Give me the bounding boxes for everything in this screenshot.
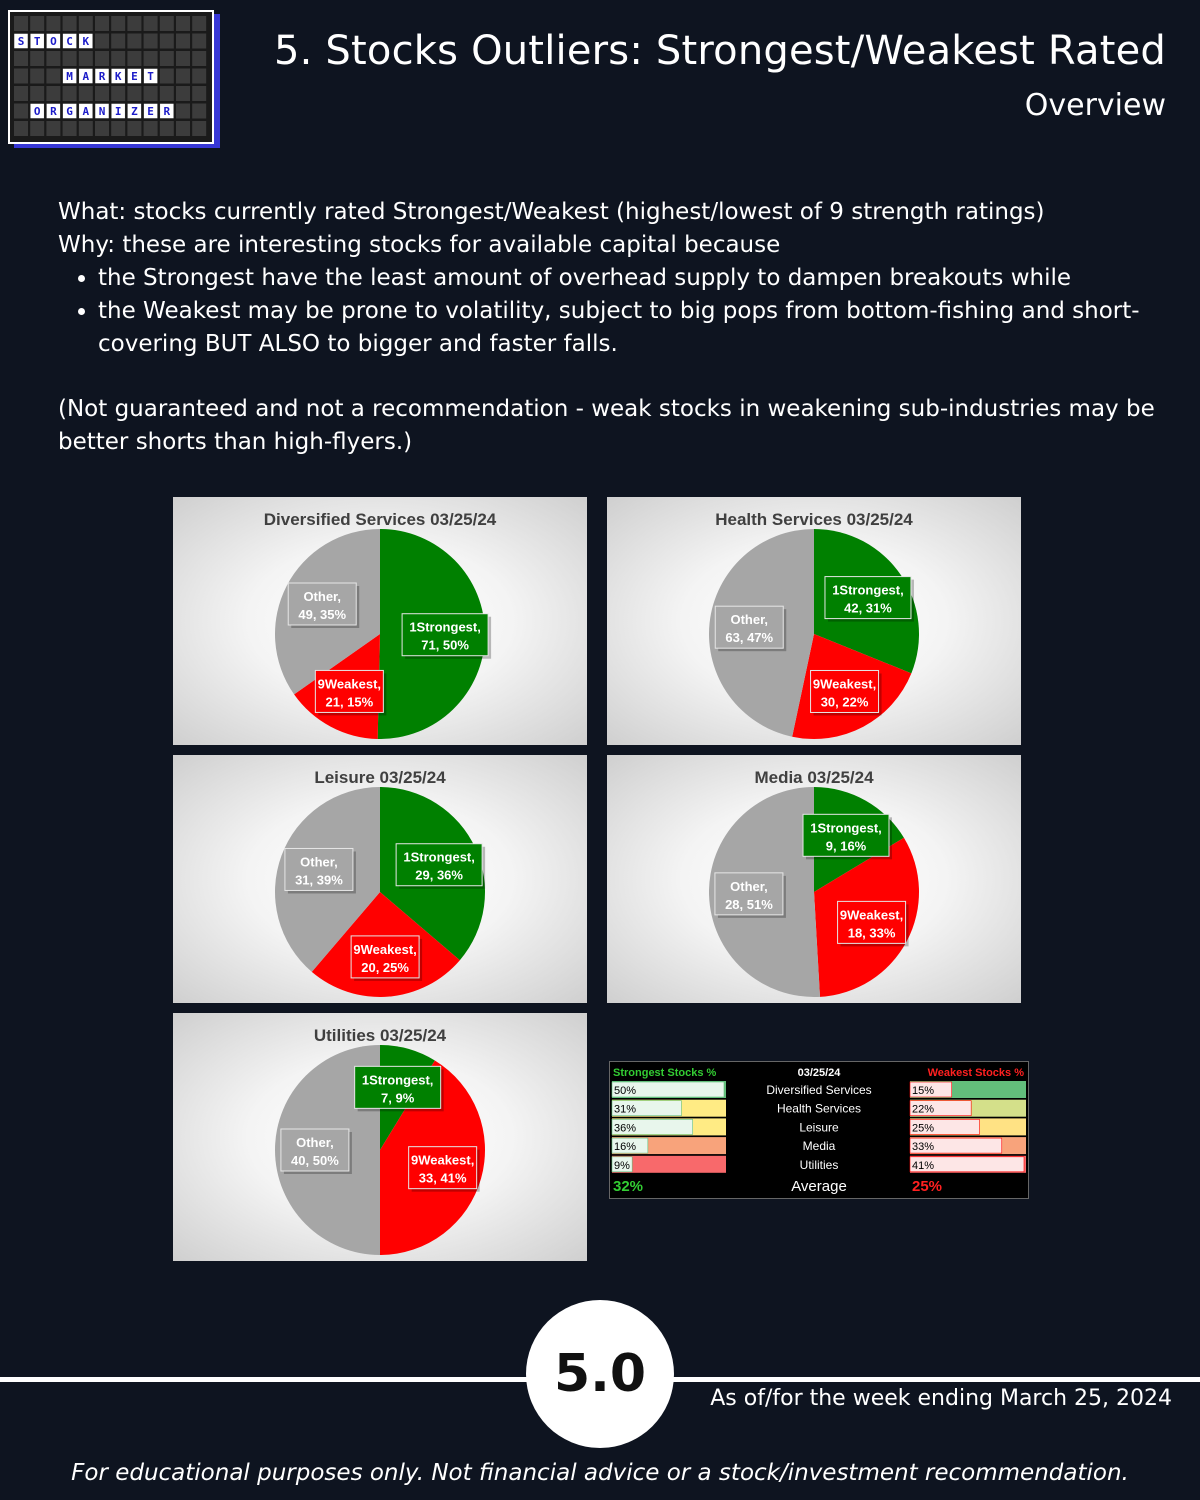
logo-letter: I [114,105,122,118]
pie-chart-leisure [173,755,587,1003]
svg-text:Health Services: Health Services [776,1101,862,1116]
data-label-weakest [838,901,909,946]
logo-letter: R [98,70,106,83]
svg-text:31%: 31% [614,1103,637,1116]
svg-text:21, 15%: 21, 15% [325,694,374,710]
svg-text:49, 35%: 49, 35% [298,606,347,622]
stock-market-organizer-logo [8,10,214,144]
svg-text:25%: 25% [912,1122,935,1135]
table-row [612,1100,1026,1117]
svg-text:20, 25%: 20, 25% [361,959,409,975]
table-header-weakest: Weakest Stocks % [927,1067,1024,1079]
pie-chart-utilities [173,1013,587,1261]
table-row [612,1081,1026,1098]
data-label-strongest [402,614,491,659]
svg-text:63, 47%: 63, 47% [725,630,774,646]
logo-letter: O [33,105,41,118]
pie-chart-media [607,755,1021,1003]
table-row [612,1137,1026,1154]
svg-text:1Strongest,: 1Strongest, [810,820,882,836]
logo-letter: T [147,70,154,83]
data-label-weakest [409,1147,480,1192]
average-label: Average [791,1178,847,1195]
svg-text:1Strongest,: 1Strongest, [409,619,481,635]
intro-note: (Not guaranteed and not a recommendation - weak stocks in weakening sub-industries may be better shorts than high-flyers.) [58,396,1155,455]
svg-text:42, 31%: 42, 31% [844,600,892,616]
svg-text:9Weakest,: 9Weakest, [839,907,904,923]
logo-letter: A [82,105,90,118]
svg-text:28, 51%: 28, 51% [725,896,773,912]
svg-text:36%: 36% [614,1122,637,1135]
intro-bullet: • the Strongest have the least amount of overhead supply to dampen breakouts while [98,262,1168,295]
svg-text:Leisure: Leisure [799,1120,839,1135]
svg-text:Utilities: Utilities [799,1157,839,1172]
svg-text:Media: Media [802,1139,836,1154]
svg-text:1Strongest,: 1Strongest, [403,849,475,865]
svg-text:9Weakest,: 9Weakest, [353,941,417,957]
logo-letter: O [50,35,57,48]
data-label-weakest [811,670,882,715]
page-title: 5. Stocks Outliers: Strongest/Weakest Rated [273,28,1166,74]
data-label-strongest [355,1066,444,1111]
average-strongest: 32% [613,1178,644,1195]
data-label-strongest [825,577,914,622]
svg-text:15%: 15% [912,1085,935,1097]
svg-text:22%: 22% [912,1103,935,1116]
svg-text:Other,: Other, [730,878,768,894]
chart-title: Utilities 03/25/24 [313,1026,447,1045]
svg-text:9Weakest,: 9Weakest, [317,676,382,692]
logo-letter: M [66,70,73,83]
svg-text:Other,: Other, [300,854,338,870]
intro-why: Why: these are interesting stocks for available capital because [58,232,781,258]
svg-text:9Weakest,: 9Weakest, [410,1152,475,1168]
logo-letter: K [82,35,90,48]
page-subtitle: Overview [1024,88,1166,123]
data-label-weakest [315,670,386,715]
data-label-other [281,1129,352,1174]
logo-letter: C [66,35,73,48]
intro-bullet: • the Weakest may be prone to volatility, subject to big pops from bottom-fishing and short-covering BUT ALSO to bigger and faster falls. [98,295,1168,361]
chart-title: Leisure 03/25/24 [314,768,446,787]
svg-text:1Strongest,: 1Strongest, [361,1072,434,1088]
intro-text [58,196,1168,459]
logo-letter: G [66,105,73,118]
pie-chart-diversified-services [173,497,587,745]
data-label-other [715,873,786,918]
logo-letter: E [131,70,138,83]
pie-chart-health-services [607,497,1021,745]
svg-text:7, 9%: 7, 9% [381,1090,415,1106]
svg-text:41%: 41% [912,1159,935,1172]
intro-bullets [58,262,1168,361]
svg-text:9, 16%: 9, 16% [825,838,867,854]
data-label-other [288,583,359,628]
logo-letter: T [33,35,41,48]
table-header-date: 03/25/24 [797,1067,841,1079]
svg-text:1Strongest,: 1Strongest, [832,582,904,598]
disclaimer: For educational purposes only. Not financial advice or a stock/investment recommendation. [71,1460,1129,1486]
svg-text:9Weakest,: 9Weakest, [812,676,877,692]
chart-title: Health Services 03/25/24 [715,510,913,529]
data-label-strongest [396,844,485,889]
svg-text:33, 41%: 33, 41% [418,1170,467,1186]
table-header-strongest: Strongest Stocks % [613,1067,717,1079]
data-label-other [715,606,786,651]
page-number-badge: 5.0 [526,1300,674,1448]
logo-letter: K [114,70,122,83]
svg-text:Diversified Services: Diversified Services [766,1083,872,1097]
svg-text:18, 33%: 18, 33% [847,925,896,941]
data-label-weakest [351,936,422,981]
chart-title: Diversified Services 03/25/24 [263,510,497,529]
intro-what: What: stocks currently rated Strongest/Weakest (highest/lowest of 9 strength ratings) [58,199,1045,225]
table-row [612,1118,1026,1135]
table-row [612,1156,1026,1173]
logo-letter: S [17,35,25,48]
summary-table [609,1061,1029,1199]
as-of-date: As of/for the week ending March 25, 2024 [710,1386,1172,1411]
svg-text:16%: 16% [614,1141,637,1154]
logo-letter: A [82,70,90,83]
svg-text:9%: 9% [614,1159,630,1172]
svg-text:71, 50%: 71, 50% [421,637,469,653]
data-label-other [285,848,356,893]
svg-text:Other,: Other, [303,588,342,604]
chart-title: Media 03/25/24 [754,768,874,787]
average-weakest: 25% [912,1178,943,1195]
logo-letter: R [163,105,171,118]
data-label-strongest [803,814,892,859]
svg-text:40, 50%: 40, 50% [291,1153,339,1168]
logo-letter: N [98,105,106,118]
svg-text:30, 22%: 30, 22% [820,694,869,710]
svg-text:33%: 33% [912,1141,935,1154]
svg-text:50%: 50% [614,1085,637,1097]
logo-letter: R [50,105,57,118]
svg-text:Other,: Other, [730,612,769,628]
svg-text:29, 36%: 29, 36% [415,867,463,883]
svg-text:Other,: Other, [296,1135,334,1150]
logo-letter: E [147,105,154,118]
svg-text:31, 39%: 31, 39% [295,872,343,888]
logo-letter: Z [131,105,138,118]
